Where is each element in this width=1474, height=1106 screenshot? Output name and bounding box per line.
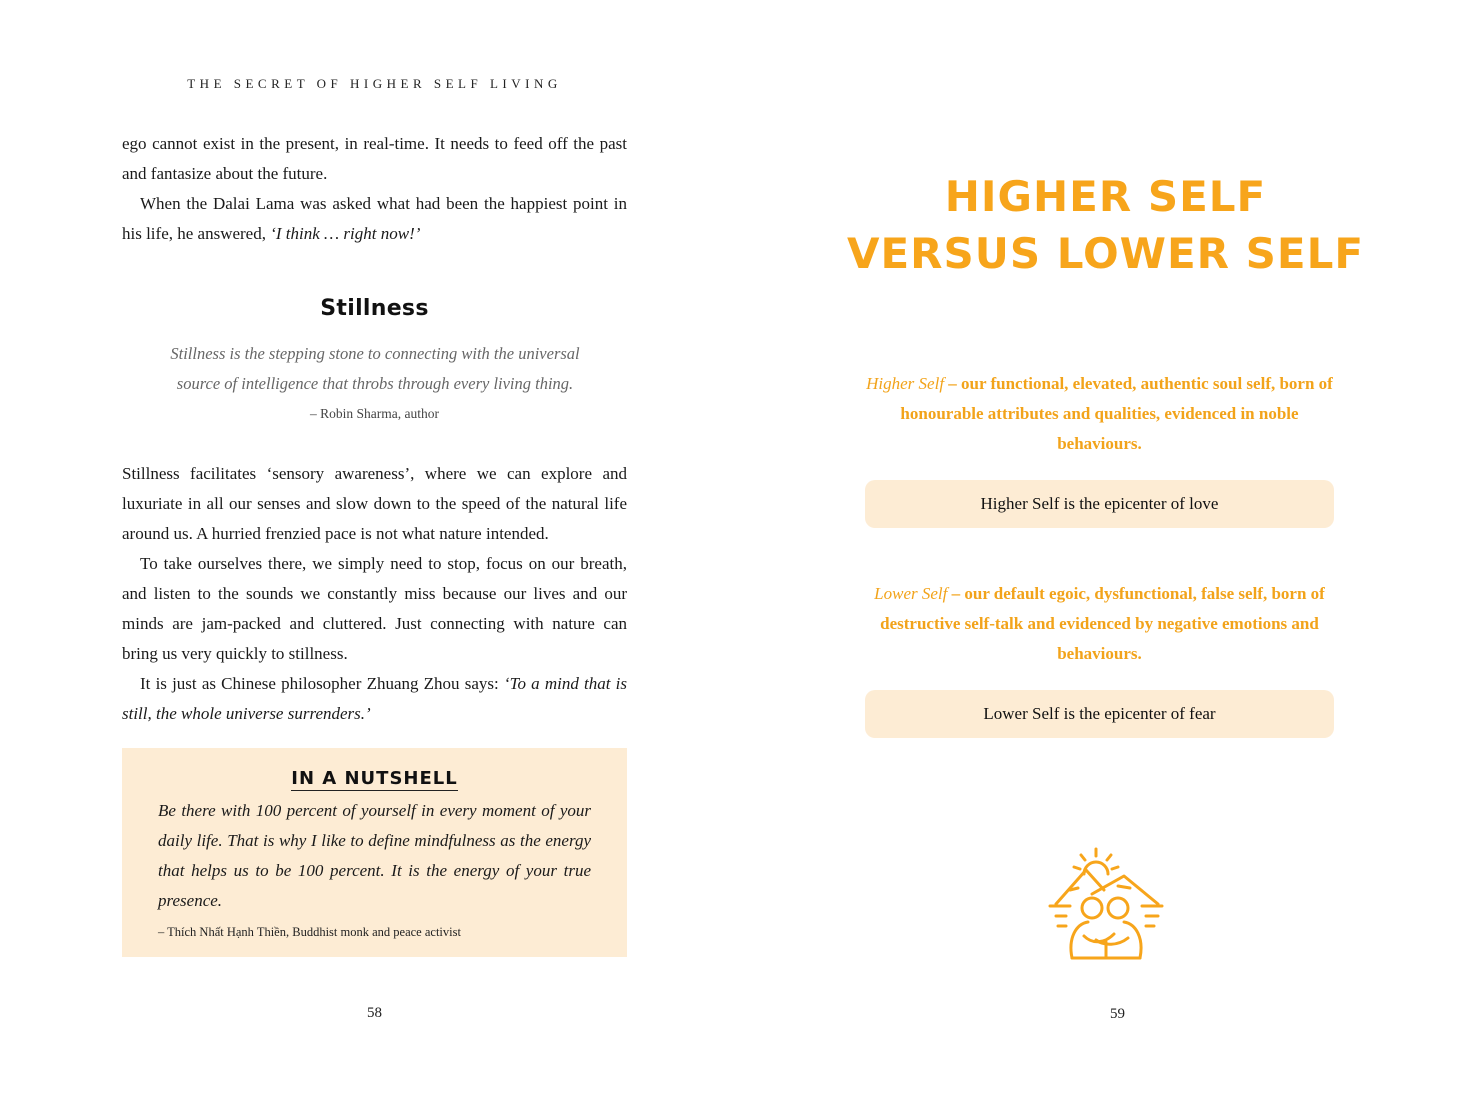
quote: ‘I think … right now!’ (270, 224, 421, 243)
paragraph: ego cannot exist in the present, in real-time. It needs to feed off the past and fantasize about the future. (122, 134, 627, 183)
nutshell-attribution: – Thích Nhất Hạnh Thiền, Buddhist monk and peace activist (158, 925, 461, 939)
body-text-top (122, 129, 627, 249)
chapter-title-line: HIGHER SELF (944, 172, 1267, 221)
higher-self-callout: Higher Self is the epicenter of love (865, 480, 1334, 528)
higher-self-definition: Higher Self – our functional, elevated, authentic soul self, born of honourable attributes and qualities, evidenced in noble behaviours. (866, 374, 1333, 453)
paragraph: When the Dalai Lama was asked what had been the happiest point in his life, he answered, ‘I think … right now!’ (122, 194, 627, 243)
nutshell-quote: Be there with 100 percent of yourself in every moment of your daily life. That is why I like to define mindfulness as the energy that helps us to be 100 percent. It is the energy of your true presence. (158, 801, 591, 910)
term: Lower Self (874, 584, 948, 603)
lower-self-callout: Lower Self is the epicenter of fear (865, 690, 1334, 738)
epigraph-line: source of intelligence that throbs through every living thing. (176, 374, 574, 393)
nutshell-title: IN A NUTSHELL (291, 768, 458, 789)
epigraph (140, 339, 610, 399)
chapter-title (737, 168, 1474, 282)
paragraph: To take ourselves there, we simply need to stop, focus on our breath, and listen to the sounds we constantly miss because our lives and our minds are jam-packed and cluttered. Just connecting with nature can bring us very quickly to stillness. (122, 554, 627, 663)
term: Higher Self (866, 374, 945, 393)
epigraph-attribution: – Robin Sharma, author (310, 406, 439, 421)
quote: ‘To a mind that is still, the whole universe surrenders.’ (122, 674, 627, 723)
body-text-bottom (122, 459, 627, 729)
page-number: 59 (1110, 1006, 1125, 1022)
embracing-couple-mountains-sun-icon (1048, 846, 1164, 964)
nutshell-box (122, 748, 627, 957)
paragraph: Stillness facilitates ‘sensory awareness’, where we can explore and luxuriate in all our senses and slow down to the speed of the natural life around us. A hurried frenzied pace is not what nature intended. (122, 464, 627, 543)
page-number: 58 (367, 1005, 382, 1021)
epigraph-line: Stillness is the stepping stone to connecting with the universal (170, 344, 580, 363)
paragraph: It is just as Chinese philosopher Zhuang Zhou says: ‘To a mind that is still, the whole universe surrenders.’ (122, 674, 627, 723)
running-head: THE SECRET OF HIGHER SELF LIVING (187, 76, 562, 91)
right-page (737, 0, 1474, 1106)
section-heading: Stillness (320, 296, 429, 321)
lower-self-definition: Lower Self – our default egoic, dysfunctional, false self, born of destructive self-talk and evidenced by negative emotions and behaviours. (874, 584, 1325, 663)
chapter-title-line: VERSUS LOWER SELF (846, 229, 1365, 278)
